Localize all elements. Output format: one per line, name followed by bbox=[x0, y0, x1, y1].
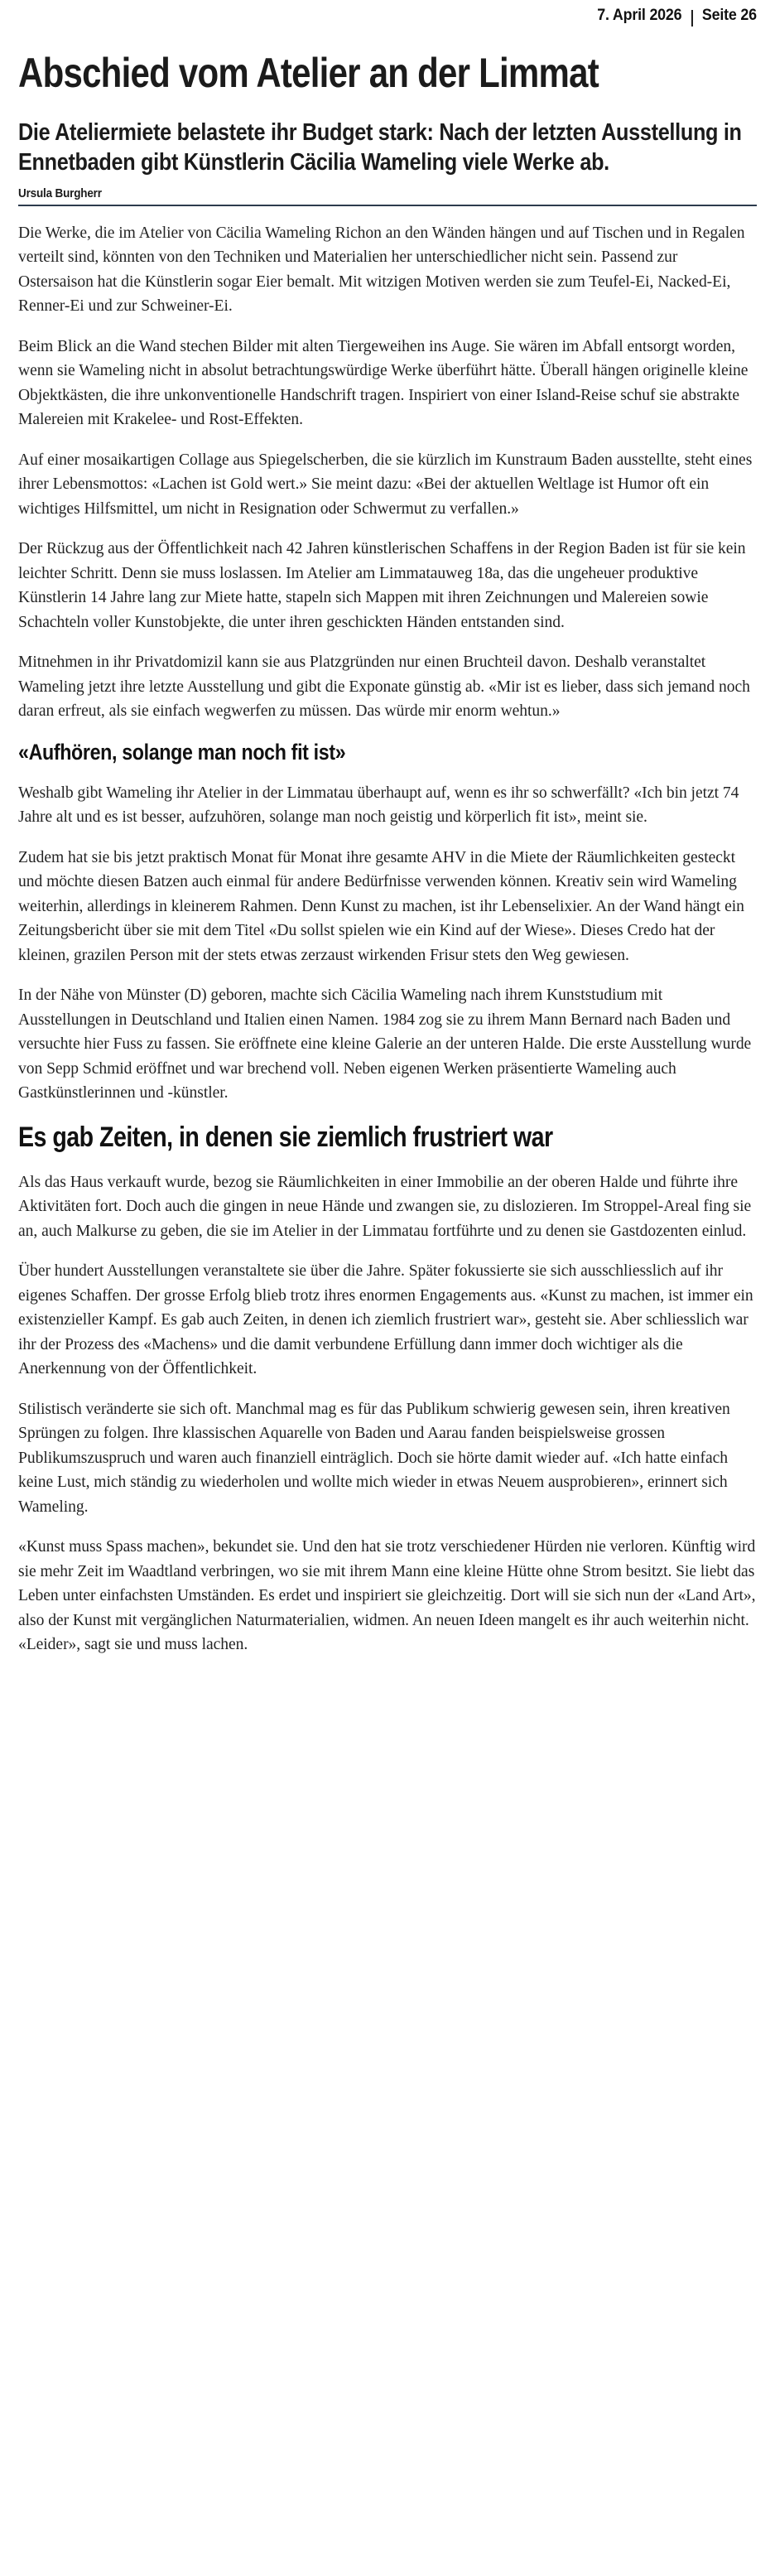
publication-date: 7. April 2026 bbox=[597, 7, 682, 24]
section-subheading: Es gab Zeiten, in denen sie ziemlich frustriert war bbox=[18, 1121, 553, 1153]
body-paragraph: Beim Blick an die Wand stechen Bilder mit alten Tiergeweihen ins Auge. Sie wären im Abfall entsorgt worden, wenn sie Wameling nicht in absolut betrachtungswürdige Werke überführt hätte. Überall hängen originelle kleine Objektkästen, die ihre unkonventionelle Handschrift tragen. Inspiriert von einer Island-Reise schuf sie abstrakte Malereien mit Krakelee- und Rost-Effekten. bbox=[18, 336, 749, 429]
body-paragraph: Der Rückzug aus der Öffentlichkeit nach 42 Jahren künstlerischen Schaffens in der Region Baden ist für sie kein leichter Schritt. Denn sie muss loslassen. Im Atelier am Limmatauweg 18a, das die ungeheuer produktive Künstlerin 14 Jahre lang zur Miete hatte, stapeln sich Mappen mit ihren Zeichnungen und Malereien sowie Schachteln voller Kunstobjekte, die unter ihren geschickten Händen entstanden sind. bbox=[18, 539, 746, 631]
body-paragraph: Über hundert Ausstellungen veranstaltete sie über die Jahre. Später fokussierte sie sich ausschliesslich auf ihr eigenes Schaffen. Der grosse Erfolg blieb trotz ihres enormen Engagements aus. «Kunst zu machen, ist immer ein existenzieller Kampf. Es gab auch Zeiten, in denen ich ziemlich frustriert war», gesteht sie. Aber schliesslich war ihr der Prozess des «Machens» und die damit verbundene Erfüllung dann immer doch wichtiger als die Anerkennung von der Öffentlichkeit. bbox=[18, 1261, 753, 1378]
body-paragraph: Als das Haus verkauft wurde, bezog sie Räumlichkeiten in einer Immobilie an der oberen Halde und führte ihre Aktivitäten fort. Doch auch die gingen in neue Hände und zwangen sie, zu dislozieren. Im Stroppel-Areal fing sie an, auch Malkurse zu geben, die sie im Atelier in der Limmatau fortführte und zu denen sie Gastdozenten einlud. bbox=[18, 1172, 752, 1240]
section-subheading: «Aufhören, solange man noch fit ist» bbox=[18, 739, 346, 765]
body-paragraph: Zudem hat sie bis jetzt praktisch Monat für Monat ihre gesamte AHV in die Miete der Räumlichkeiten gesteckt und möchte diesen Batzen auch einmal für andere Bedürfnisse verwenden können. Kreativ sein wird Wameling weiterhin, allerdings in kleinerem Rahmen. Denn Kunst zu machen, ist ihr Lebenselixier. An der Wand hängt ein Zeitungsbericht über sie mit dem Titel «Du sollst spielen wie ein Kind auf der Wiese». Dieses Credo hat der kleinen, grazilen Person mit der stets etwas zerzaust wirkenden Frisur stets den Weg gewiesen. bbox=[18, 847, 744, 964]
author-byline: Ursula Burgherr bbox=[18, 186, 102, 200]
article-body bbox=[18, 221, 757, 1657]
byline-container bbox=[18, 186, 757, 206]
article-lead: Die Ateliermiete belastete ihr Budget stark: Nach der letzten Ausstellung in Ennetbaden gibt Künstlerin Cäcilia Wameling viele Werke ab. bbox=[18, 118, 742, 176]
masthead bbox=[18, 0, 757, 30]
body-paragraph: Stilistisch veränderte sie sich oft. Manchmal mag es für das Publikum schwierig gewesen sein, ihren kreativen Sprüngen zu folgen. Ihre klassischen Aquarelle von Baden und Aarau fanden beispielsweise grossen Publikumszuspruch und waren auch finanziell einträglich. Doch sie hörte damit wieder auf. «Ich hatte einfach keine Lust, mich ständig zu wiederholen und wollte mich wieder in etwas Neuem ausprobieren», erinnert sich Wameling. bbox=[18, 1399, 730, 1516]
masthead-divider bbox=[691, 10, 693, 27]
body-paragraph: «Kunst muss Spass machen», bekundet sie. Und den hat sie trotz verschiedener Hürden nie verloren. Künftig wird sie mehr Zeit im Waadtland verbringen, wo sie mit ihrem Mann eine kleine Hütte ohne Strom besitzt. Sie liebt das Leben unter einfachsten Umständen. Es erdet und inspiriert sie gleichzeitig. Dort will sie sich nun der «Land Art», also der Kunst mit vergänglichen Naturmaterialien, widmen. An neuen Ideen mangelt es ihr auch weiterhin nicht. «Leider», sagt sie und muss lachen. bbox=[18, 1537, 756, 1654]
page-title: Abschied vom Atelier an der Limmat bbox=[18, 50, 599, 96]
body-paragraph: Weshalb gibt Wameling ihr Atelier in der Limmatau überhaupt auf, wenn es ihr so schwerfällt? «Ich bin jetzt 74 Jahre alt und es ist besser, aufzuhören, solange man noch geistig und körperlich fit ist», meint sie. bbox=[18, 783, 739, 827]
body-paragraph: Auf einer mosaikartigen Collage aus Spiegelscherben, die sie kürzlich im Kunstraum Baden ausstellte, steht eines ihrer Lebensmottos: «Lachen ist Gold wert.» Sie meint dazu: «Bei der aktuellen Weltlage ist Humor oft ein wichtiges Hilfsmittel, um nicht in Resignation oder Schwermut zu verfallen.» bbox=[18, 450, 753, 518]
body-paragraph: Mitnehmen in ihr Privatdomizil kann sie aus Platzgründen nur einen Bruchteil davon. Deshalb veranstaltet Wameling jetzt ihre letzte Ausstellung und gibt die Exponate günstig ab. «Mir ist es lieber, dass sich jemand noch daran erfreut, als sie einfach wegwerfen zu müssen. Das würde mir enorm wehtun.» bbox=[18, 653, 750, 721]
masthead-meta bbox=[597, 7, 757, 25]
body-paragraph: In der Nähe von Münster (D) geboren, machte sich Cäcilia Wameling nach ihrem Kunststudium mit Ausstellungen in Deutschland und Italien einen Namen. 1984 zog sie zu ihrem Mann Bernard nach Baden und versuchte hier Fuss zu fassen. Sie eröffnete eine kleine Galerie an der unteren Halde. Die erste Ausstellung wurde von Sepp Schmid eröffnet und war brechend voll. Neben eigenen Werken präsentierte Wameling auch Gastkünstlerinnen und -künstler. bbox=[18, 986, 752, 1102]
body-paragraph: Die Werke, die im Atelier von Cäcilia Wameling Richon an den Wänden hängen und auf Tischen und in Regalen verteilt sind, könnten von den Techniken und Materialien her unterschiedlicher nicht sein. Passend zur Ostersaison hat die Künstlerin sogar Eier bemalt. Mit witzigen Motiven werden sie zum Teufel-Ei, Nacked-Ei, Renner-Ei und zur Schweiner-Ei. bbox=[18, 223, 745, 316]
page-number-label: Seite 26 bbox=[701, 7, 757, 24]
